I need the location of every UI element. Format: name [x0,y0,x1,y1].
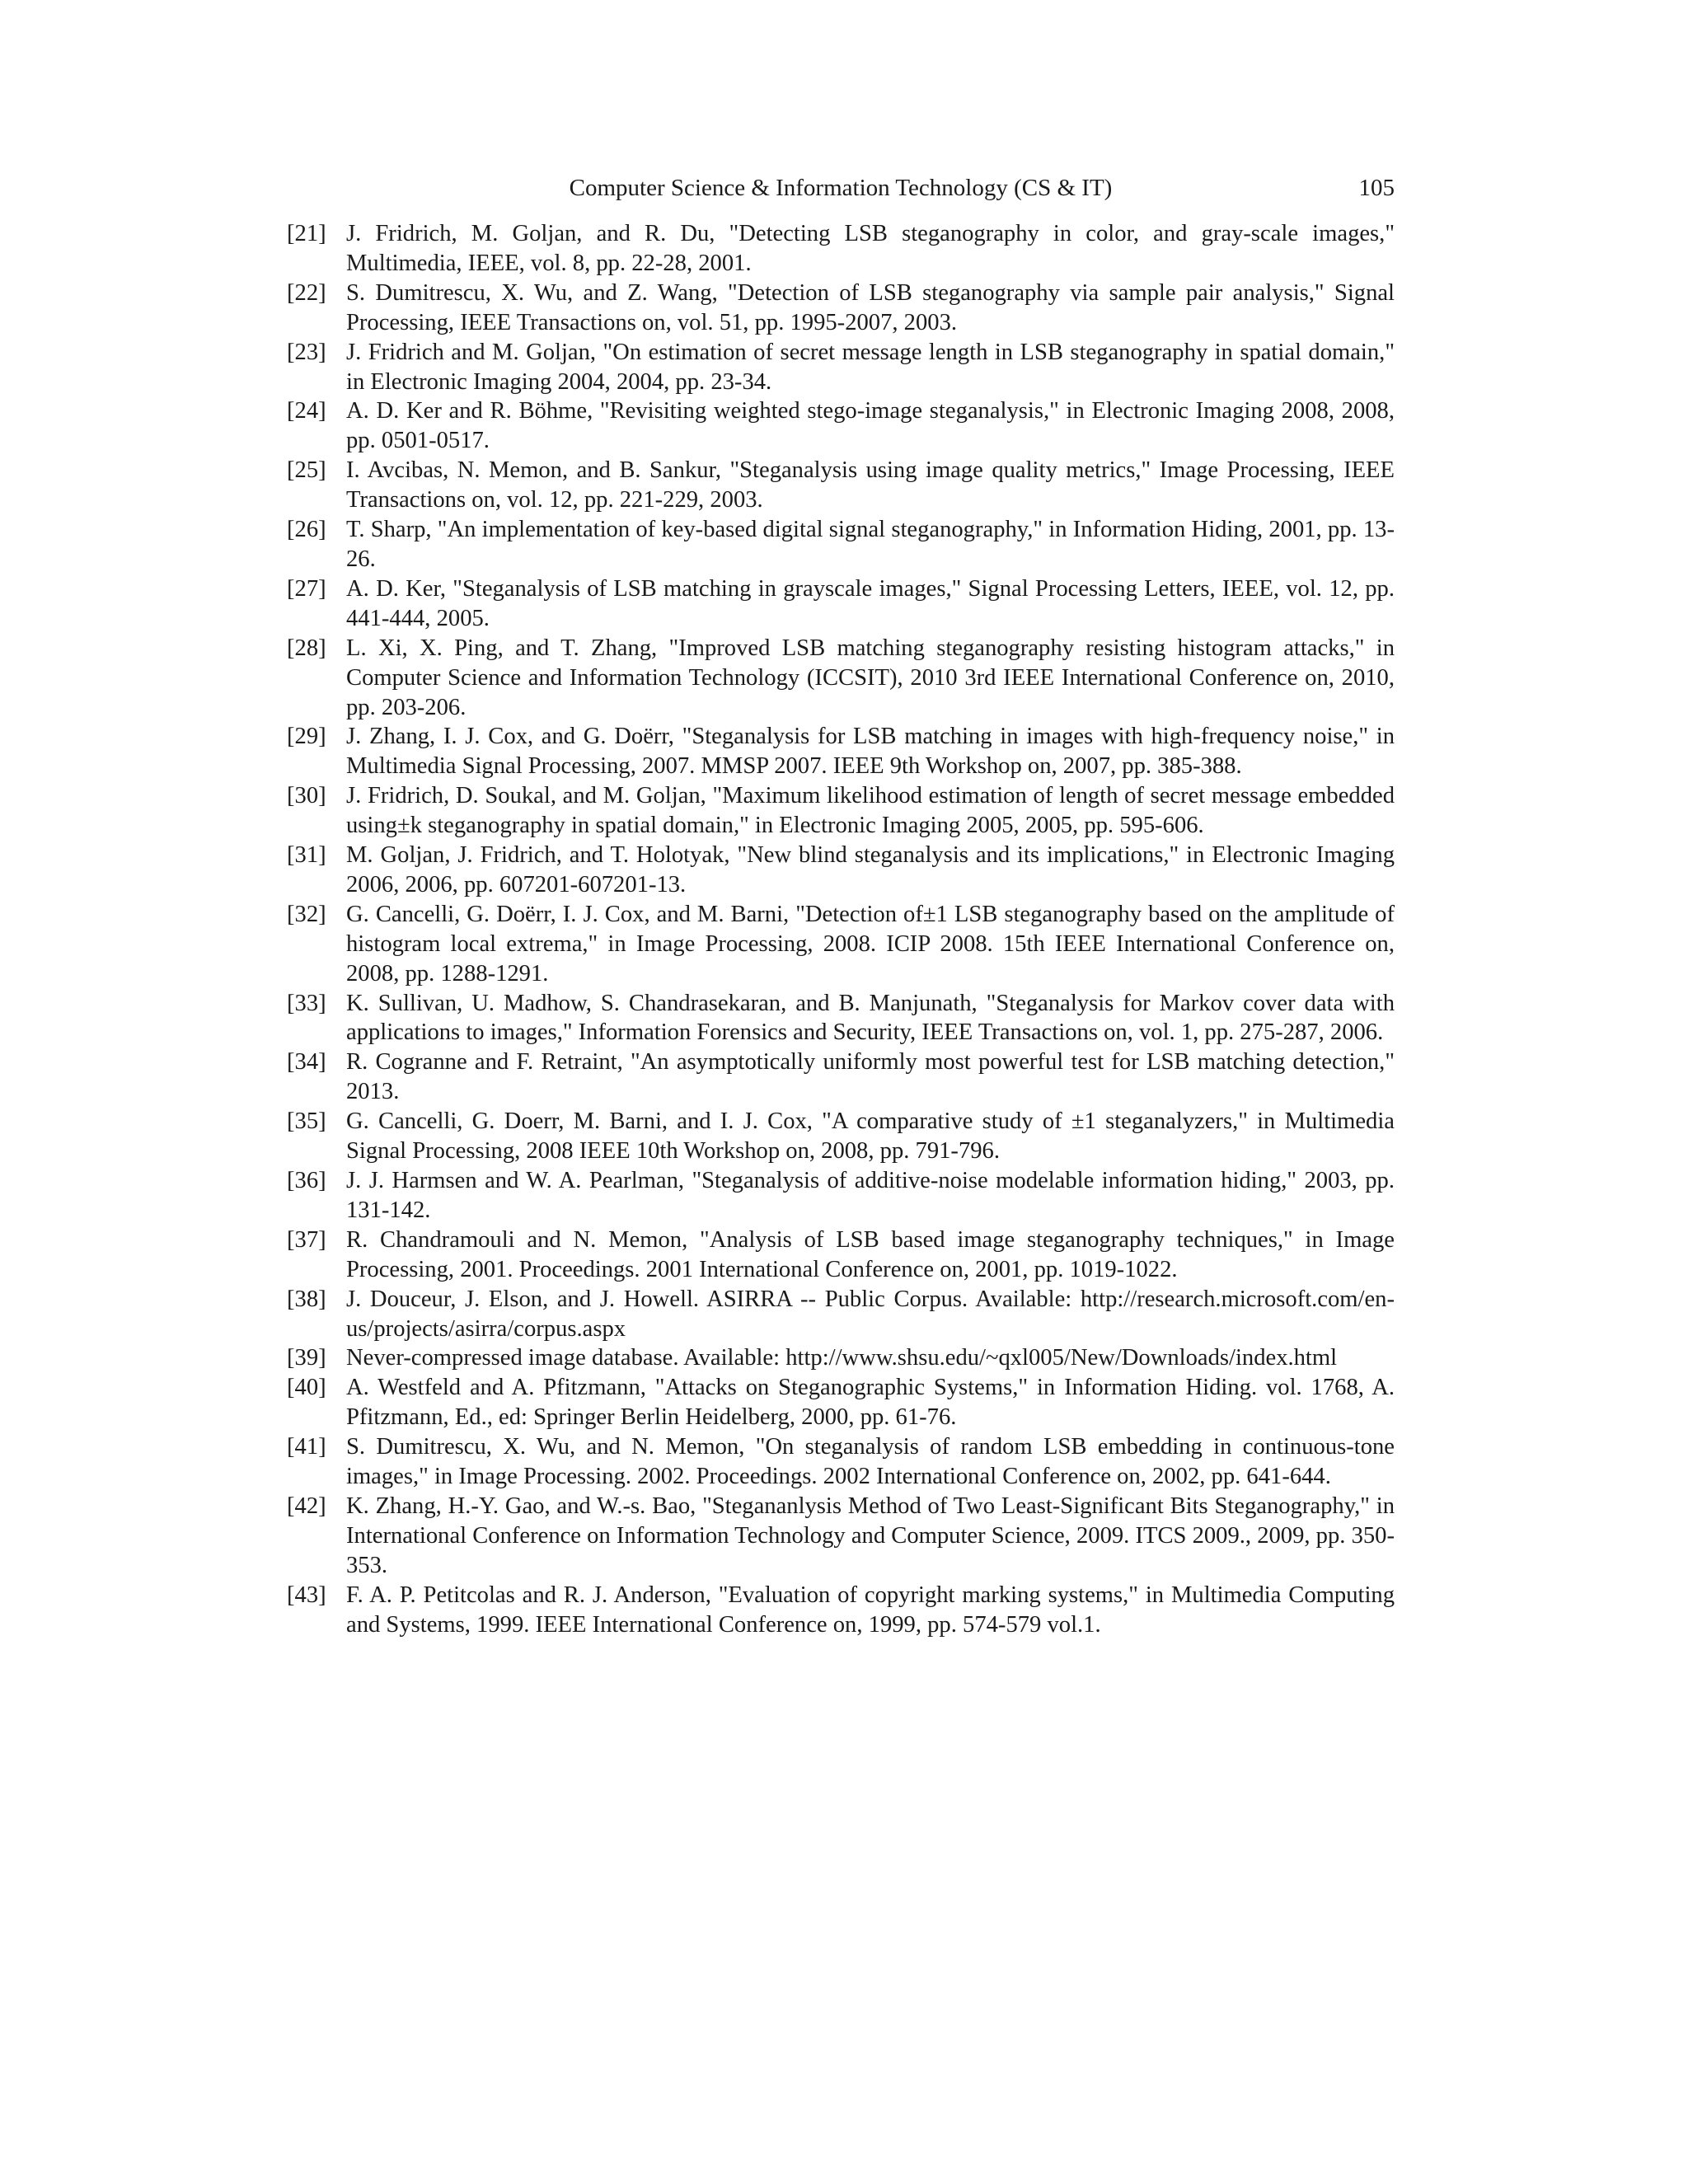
reference-label: [28] [287,635,326,661]
reference-32 [287,900,1395,989]
reference-27 [287,574,1395,634]
reference-31 [287,841,1395,900]
reference-label: [43] [287,1582,326,1608]
reference-text: F. A. P. Petitcolas and R. J. Anderson, "Evaluation of copyright marking systems," in Multimedia Computing and Systems, 1999. IEEE International Conference on, 1999, pp. 574-579 vol.1. [346,1582,1395,1638]
journal-title: Computer Science & Information Technology (CS & IT) [569,175,1113,201]
reference-label: [37] [287,1226,326,1253]
reference-text: R. Chandramouli and N. Memon, "Analysis of LSB based image steganography techniques," in Image Processing, 2001. Proceedings. 2001 International Conference on, 2001, pp. 1019-1022. [346,1226,1395,1282]
reference-text: S. Dumitrescu, X. Wu, and N. Memon, "On steganalysis of random LSB embedding in continuous-tone images," in Image Processing. 2002. Proceedings. 2002 International Conference on, 2002, pp. 641-644. [346,1434,1395,1490]
reference-label: [26] [287,517,326,543]
reference-24 [287,396,1395,456]
reference-label: [21] [287,221,326,246]
reference-label: [41] [287,1434,326,1460]
reference-label: [32] [287,901,326,927]
reference-text: M. Goljan, J. Fridrich, and T. Holotyak, "New blind steganalysis and its implications," in Electronic Imaging 2006, 2006, pp. 607201-607201-13. [346,842,1395,898]
reference-text: J. J. Harmsen and W. A. Pearlman, "Steganalysis of additive-noise modelable information hiding," 2003, pp. 131-142. [346,1168,1395,1223]
reference-label: [31] [287,842,326,869]
reference-23 [287,338,1395,397]
reference-label: [42] [287,1493,326,1519]
reference-text: Never-compressed image database. Available: http://www.shsu.edu/~qxl005/New/Downloads/index.html [346,1345,1338,1371]
reference-text: J. Douceur, J. Elson, and J. Howell. ASIRRA -- Public Corpus. Available: http://research.microsoft.com/en-us/projects/asirra/corpus.aspx [346,1286,1395,1342]
reference-list [287,219,1395,1640]
reference-33 [287,989,1395,1048]
reference-text: L. Xi, X. Ping, and T. Zhang, "Improved LSB matching steganography resisting histogram attacks," in Computer Science and Information Technology (ICCSIT), 2010 3rd IEEE International Conference on, 2010, pp. 203-206. [346,635,1395,720]
reference-29 [287,722,1395,781]
reference-42 [287,1492,1395,1581]
reference-label: [27] [287,575,326,602]
reference-label: [35] [287,1108,326,1135]
reference-label: [34] [287,1049,326,1076]
reference-43 [287,1581,1395,1640]
reference-21 [287,219,1395,279]
reference-text: G. Cancelli, G. Doerr, M. Barni, and I. J. Cox, "A comparative study of ±1 steganalyzers," in Multimedia Signal Processing, 2008 IEEE 10th Workshop on, 2008, pp. 791-796. [346,1108,1395,1165]
reference-34 [287,1047,1395,1107]
reference-text: A. D. Ker, "Steganalysis of LSB matching in grayscale images," Signal Processing Letters, IEEE, vol. 12, pp. 441-444, 2005. [346,575,1395,631]
page-number: 105 [1358,175,1395,201]
reference-text: S. Dumitrescu, X. Wu, and Z. Wang, "Detection of LSB steganography via sample pair analysis," Signal Processing, IEEE Transactions on, vol. 51, pp. 1995-2007, 2003. [346,279,1395,335]
reference-text: R. Cogranne and F. Retraint, "An asymptotically uniformly most powerful test for LSB matching detection," 2013. [346,1049,1395,1105]
reference-label: [40] [287,1375,326,1401]
reference-38 [287,1285,1395,1344]
reference-text: I. Avcibas, N. Memon, and B. Sankur, "Steganalysis using image quality metrics," Image Processing, IEEE Transactions on, vol. 12, pp. 221-229, 2003. [346,457,1395,513]
reference-text: J. Fridrich and M. Goljan, "On estimation of secret message length in LSB steganography in spatial domain," in Electronic Imaging 2004, 2004, pp. 23-34. [346,339,1395,395]
reference-text: K. Sullivan, U. Madhow, S. Chandrasekaran, and B. Manjunath, "Steganalysis for Markov cover data with applications to images," Information Forensics and Security, IEEE Transactions on, vol. 1, pp. 275-287, 2006. [346,990,1395,1046]
reference-label: [23] [287,339,326,365]
reference-text: J. Zhang, I. J. Cox, and G. Doërr, "Steganalysis for LSB matching in images with high-frequency noise," in Multimedia Signal Processing, 2007. MMSP 2007. IEEE 9th Workshop on, 2007, pp. 385-388. [346,724,1395,780]
reference-text: A. Westfeld and A. Pfitzmann, "Attacks on Steganographic Systems," in Information Hiding. vol. 1768, A. Pfitzmann, Ed., ed: Springer Berlin Heidelberg, 2000, pp. 61-76. [346,1375,1395,1431]
reference-label: [38] [287,1286,326,1312]
reference-text: G. Cancelli, G. Doërr, I. J. Cox, and M. Barni, "Detection of±1 LSB steganography based on the amplitude of histogram local extrema," in Image Processing, 2008. ICIP 2008. 15th IEEE International Conference on, 2008, pp. 1288-1291. [346,901,1395,987]
reference-text: J. Fridrich, M. Goljan, and R. Du, "Detecting LSB steganography in color, and gray-scale images," Multimedia, IEEE, vol. 8, pp. 22-28, 2001. [346,221,1395,276]
reference-label: [24] [287,398,326,424]
reference-label: [39] [287,1345,326,1371]
reference-41 [287,1432,1395,1492]
reference-label: [36] [287,1168,326,1193]
reference-text: J. Fridrich, D. Soukal, and M. Goljan, "Maximum likelihood estimation of length of secret message embedded using±k steganography in spatial domain," in Electronic Imaging 2005, 2005, pp. 595-606. [346,783,1395,839]
reference-label: [30] [287,783,326,809]
reference-22 [287,279,1395,338]
reference-text: A. D. Ker and R. Böhme, "Revisiting weighted stego-image steganalysis," in Electronic Imaging 2008, 2008, pp. 0501-0517. [346,398,1395,454]
reference-26 [287,515,1395,574]
reference-36 [287,1166,1395,1226]
reference-40 [287,1373,1395,1432]
reference-label: [33] [287,990,326,1016]
reference-label: [29] [287,724,326,750]
reference-text: T. Sharp, "An implementation of key-based digital signal steganography," in Information Hiding, 2001, pp. 13-26. [346,517,1395,572]
reference-label: [22] [287,279,326,306]
reference-39 [287,1343,1395,1373]
reference-25 [287,456,1395,515]
running-header [287,171,1395,204]
reference-label: [25] [287,457,326,484]
reference-37 [287,1226,1395,1285]
reference-35 [287,1107,1395,1166]
reference-28 [287,634,1395,723]
reference-text: K. Zhang, H.-Y. Gao, and W.-s. Bao, "Stegananlysis Method of Two Least-Significant Bits Steganography," in International Conference on Information Technology and Computer Science, 2009. ITCS 2009., 2009, pp. 350-353. [346,1493,1395,1578]
reference-30 [287,781,1395,841]
